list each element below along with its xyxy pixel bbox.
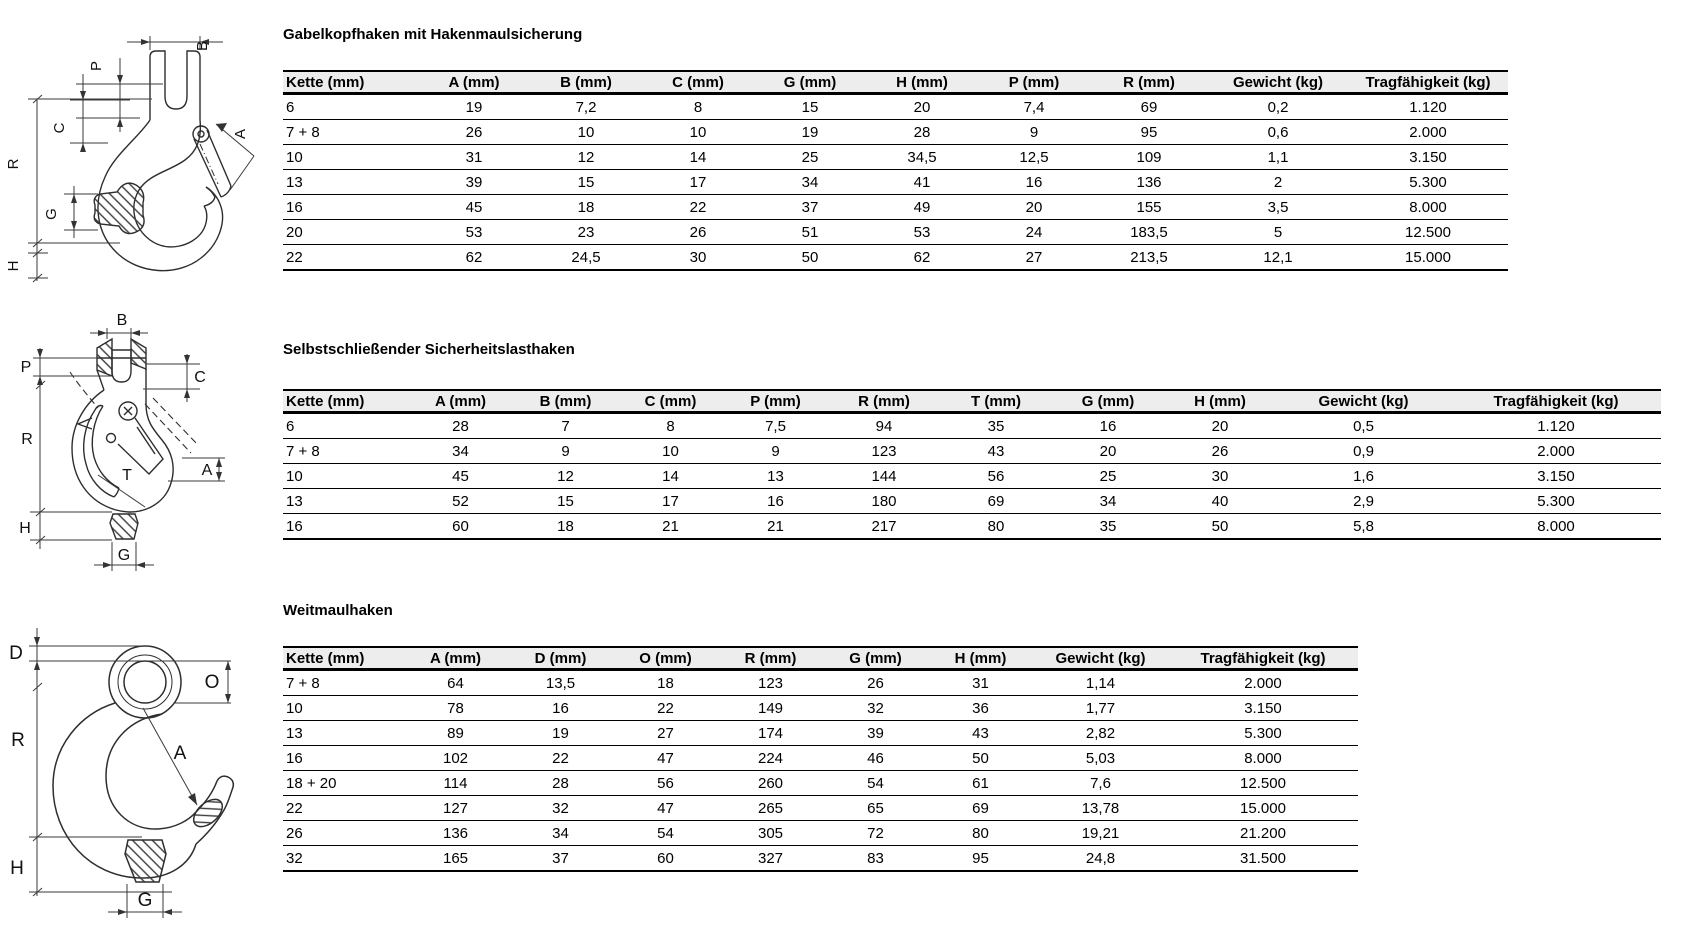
cell: 14 [618, 464, 723, 489]
cell: 260 [718, 771, 823, 796]
cell: 43 [940, 439, 1052, 464]
cell: 80 [928, 821, 1033, 846]
cell: 20 [283, 220, 418, 245]
header-row [283, 71, 1508, 94]
dim-label-h: H [5, 260, 22, 272]
cell: 9 [723, 439, 828, 464]
cell: 123 [828, 439, 940, 464]
dim-label-r: R [11, 730, 25, 751]
cell: 18 + 20 [283, 771, 403, 796]
cell: 5.300 [1348, 170, 1508, 195]
column-header: Kette (mm) [283, 71, 418, 94]
cell: 24,8 [1033, 846, 1168, 872]
column-header: G (mm) [823, 647, 928, 670]
cell: 50 [1164, 514, 1276, 540]
cell: 127 [403, 796, 508, 821]
column-header: P (mm) [723, 390, 828, 413]
column-header: Tragfähigkeit (kg) [1168, 647, 1358, 670]
header-row [283, 390, 1661, 413]
column-header: Tragfähigkeit (kg) [1348, 71, 1508, 94]
table-row [283, 120, 1508, 145]
cell: 53 [418, 220, 530, 245]
sicherheitslasthaken-drawing [0, 292, 235, 582]
cell: 9 [978, 120, 1090, 145]
cell: 16 [508, 696, 613, 721]
cell: 89 [403, 721, 508, 746]
cell: 31 [418, 145, 530, 170]
cell: 52 [408, 489, 513, 514]
cell: 265 [718, 796, 823, 821]
cell: 136 [403, 821, 508, 846]
cell: 13 [723, 464, 828, 489]
cell: 31 [928, 670, 1033, 696]
column-header: C (mm) [618, 390, 723, 413]
cell: 0,5 [1276, 413, 1451, 439]
cell: 72 [823, 821, 928, 846]
column-header: O (mm) [613, 647, 718, 670]
cell: 64 [403, 670, 508, 696]
cell: 69 [1090, 94, 1208, 120]
cell: 16 [1052, 413, 1164, 439]
cell: 26 [418, 120, 530, 145]
cell: 37 [508, 846, 613, 872]
cell: 1.120 [1348, 94, 1508, 120]
cell: 5 [1208, 220, 1348, 245]
cell: 46 [823, 746, 928, 771]
table-row [283, 94, 1508, 120]
table-row [283, 413, 1661, 439]
cell: 50 [754, 245, 866, 271]
cell: 7,4 [978, 94, 1090, 120]
column-header: C (mm) [642, 71, 754, 94]
cell: 19 [508, 721, 613, 746]
dim-label-g: G [43, 208, 60, 220]
cell: 95 [1090, 120, 1208, 145]
cell: 36 [928, 696, 1033, 721]
cell: 14 [642, 145, 754, 170]
cell: 22 [283, 796, 403, 821]
cell: 305 [718, 821, 823, 846]
cell: 47 [613, 746, 718, 771]
cell: 62 [418, 245, 530, 271]
cell: 54 [823, 771, 928, 796]
column-header: Kette (mm) [283, 390, 408, 413]
table-row [283, 195, 1508, 220]
cell: 7,2 [530, 94, 642, 120]
cell: 7 + 8 [283, 120, 418, 145]
cell: 2.000 [1168, 670, 1358, 696]
cell: 34 [1052, 489, 1164, 514]
cell: 50 [928, 746, 1033, 771]
cell: 34 [754, 170, 866, 195]
cell: 20 [1164, 413, 1276, 439]
table-row [283, 746, 1358, 771]
cell: 25 [754, 145, 866, 170]
table-row [283, 846, 1358, 872]
cell: 13 [283, 721, 403, 746]
section-title-sicherheitshaken: Selbstschließender Sicherheitslasthaken [283, 341, 575, 358]
cell: 5,8 [1276, 514, 1451, 540]
cell: 16 [283, 195, 418, 220]
column-header: A (mm) [408, 390, 513, 413]
dim-label-c: C [51, 122, 68, 134]
cell: 21 [723, 514, 828, 540]
dim-label-r: R [5, 158, 22, 170]
cell: 28 [508, 771, 613, 796]
cell: 47 [613, 796, 718, 821]
cell: 21 [618, 514, 723, 540]
cell: 15 [530, 170, 642, 195]
cell: 26 [1164, 439, 1276, 464]
cell: 7,6 [1033, 771, 1168, 796]
cell: 155 [1090, 195, 1208, 220]
table-row [283, 821, 1358, 846]
cell: 0,2 [1208, 94, 1348, 120]
table-row [283, 170, 1508, 195]
cell: 28 [866, 120, 978, 145]
cell: 12 [530, 145, 642, 170]
cell: 69 [940, 489, 1052, 514]
cell: 18 [530, 195, 642, 220]
cell: 39 [823, 721, 928, 746]
cell: 144 [828, 464, 940, 489]
cell: 22 [283, 245, 418, 271]
table-row [283, 696, 1358, 721]
cell: 27 [613, 721, 718, 746]
hook-outline [72, 339, 173, 539]
cell: 8 [642, 94, 754, 120]
cell: 12,5 [978, 145, 1090, 170]
table-row [283, 771, 1358, 796]
cell: 1,1 [1208, 145, 1348, 170]
weitmaulhaken-spec-table [283, 646, 1358, 872]
cell: 213,5 [1090, 245, 1208, 271]
cell: 16 [283, 746, 403, 771]
cell: 35 [940, 413, 1052, 439]
cell: 3.150 [1168, 696, 1358, 721]
cell: 13,78 [1033, 796, 1168, 821]
cell: 6 [283, 413, 408, 439]
cell: 180 [828, 489, 940, 514]
cell: 217 [828, 514, 940, 540]
cell: 3.150 [1451, 464, 1661, 489]
table-row [283, 796, 1358, 821]
column-header: R (mm) [718, 647, 823, 670]
cell: 20 [866, 94, 978, 120]
column-header: Gewicht (kg) [1033, 647, 1168, 670]
cell: 8.000 [1168, 746, 1358, 771]
cell: 25 [1052, 464, 1164, 489]
column-header: T (mm) [940, 390, 1052, 413]
cell: 224 [718, 746, 823, 771]
cell: 13 [283, 489, 408, 514]
cell: 2.000 [1348, 120, 1508, 145]
cell: 16 [283, 514, 408, 540]
section-title-weitmaulhaken: Weitmaulhaken [283, 602, 393, 619]
cell: 24 [978, 220, 1090, 245]
cell: 8.000 [1451, 514, 1661, 540]
cell: 35 [1052, 514, 1164, 540]
cell: 20 [1052, 439, 1164, 464]
cell: 0,6 [1208, 120, 1348, 145]
dim-label-h: H [19, 520, 31, 537]
cell: 174 [718, 721, 823, 746]
cell: 7,5 [723, 413, 828, 439]
cell: 12.500 [1348, 220, 1508, 245]
column-header: A (mm) [418, 71, 530, 94]
cell: 123 [718, 670, 823, 696]
dim-label-p: P [88, 60, 105, 72]
cell: 17 [642, 170, 754, 195]
cell: 5.300 [1451, 489, 1661, 514]
cell: 49 [866, 195, 978, 220]
cell: 2,9 [1276, 489, 1451, 514]
cell: 80 [940, 514, 1052, 540]
header-row [283, 647, 1358, 670]
column-header: G (mm) [1052, 390, 1164, 413]
column-header: B (mm) [530, 71, 642, 94]
table-row [283, 245, 1508, 271]
cell: 15.000 [1348, 245, 1508, 271]
dim-label-a: A [201, 462, 213, 479]
cell: 22 [642, 195, 754, 220]
cell: 12.500 [1168, 771, 1358, 796]
gabelkopfhaken-drawing [0, 0, 270, 285]
cell: 114 [403, 771, 508, 796]
cell: 39 [418, 170, 530, 195]
cell: 24,5 [530, 245, 642, 271]
cell: 61 [928, 771, 1033, 796]
dim-label-a: A [173, 743, 187, 764]
column-header: H (mm) [866, 71, 978, 94]
cell: 10 [530, 120, 642, 145]
column-header: G (mm) [754, 71, 866, 94]
cell: 327 [718, 846, 823, 872]
cell: 37 [754, 195, 866, 220]
cell: 0,9 [1276, 439, 1451, 464]
cell: 3.150 [1348, 145, 1508, 170]
column-header: P (mm) [978, 71, 1090, 94]
cell: 1,6 [1276, 464, 1451, 489]
cell: 2.000 [1451, 439, 1661, 464]
cell: 12 [513, 464, 618, 489]
cell: 15 [754, 94, 866, 120]
cell: 94 [828, 413, 940, 439]
dim-label-a: A [232, 128, 249, 140]
table-row [283, 220, 1508, 245]
dimension-lines [29, 628, 231, 918]
cell: 28 [408, 413, 513, 439]
table-row [283, 464, 1661, 489]
cell: 7 [513, 413, 618, 439]
cell: 5.300 [1168, 721, 1358, 746]
table-row [283, 145, 1508, 170]
cell: 62 [866, 245, 978, 271]
cell: 8.000 [1348, 195, 1508, 220]
cell: 20 [978, 195, 1090, 220]
table-row [283, 721, 1358, 746]
latch-open-dashes [70, 372, 198, 453]
cell: 10 [618, 439, 723, 464]
cell: 69 [928, 796, 1033, 821]
cell: 2,82 [1033, 721, 1168, 746]
cell: 95 [928, 846, 1033, 872]
dim-label-g: G [117, 547, 131, 564]
cell: 19 [754, 120, 866, 145]
cell: 1.120 [1451, 413, 1661, 439]
dimension-labels [5, 41, 249, 271]
cell: 13,5 [508, 670, 613, 696]
cell: 10 [283, 464, 408, 489]
cell: 32 [508, 796, 613, 821]
section-title-gabelkopfhaken: Gabelkopfhaken mit Hakenmaulsicherung [283, 26, 583, 43]
cell: 32 [823, 696, 928, 721]
cell: 31.500 [1168, 846, 1358, 872]
cell: 56 [940, 464, 1052, 489]
dim-label-h: H [10, 858, 24, 879]
dim-label-c: C [194, 369, 206, 386]
column-header: Kette (mm) [283, 647, 403, 670]
sicherheitslasthaken-spec-table [283, 389, 1661, 540]
cell: 22 [508, 746, 613, 771]
cell: 102 [403, 746, 508, 771]
cell: 26 [283, 821, 403, 846]
cell: 26 [642, 220, 754, 245]
table-row [283, 489, 1661, 514]
column-header: D (mm) [508, 647, 613, 670]
cell: 16 [723, 489, 828, 514]
cell: 34 [508, 821, 613, 846]
cell: 21.200 [1168, 821, 1358, 846]
weitmaulhaken-drawing [0, 584, 245, 946]
cell: 149 [718, 696, 823, 721]
cell: 7 + 8 [283, 670, 403, 696]
cell: 65 [823, 796, 928, 821]
dim-label-b: B [116, 312, 128, 329]
cell: 51 [754, 220, 866, 245]
cell: 30 [642, 245, 754, 271]
dim-label-t: T [122, 467, 132, 484]
cell: 19 [418, 94, 530, 120]
cell: 18 [513, 514, 618, 540]
column-header: H (mm) [1164, 390, 1276, 413]
cell: 60 [613, 846, 718, 872]
cell: 54 [613, 821, 718, 846]
cell: 60 [408, 514, 513, 540]
cell: 10 [642, 120, 754, 145]
table-row [283, 514, 1661, 540]
cell: 3,5 [1208, 195, 1348, 220]
cell: 41 [866, 170, 978, 195]
cell: 45 [418, 195, 530, 220]
cell: 27 [978, 245, 1090, 271]
cell: 6 [283, 94, 418, 120]
cell: 18 [613, 670, 718, 696]
cell: 53 [866, 220, 978, 245]
cell: 32 [283, 846, 403, 872]
column-header: R (mm) [1090, 71, 1208, 94]
dim-label-d: D [9, 643, 23, 664]
cell: 45 [408, 464, 513, 489]
cell: 83 [823, 846, 928, 872]
column-header: Gewicht (kg) [1276, 390, 1451, 413]
dim-label-b: B [194, 40, 211, 52]
cell: 5,03 [1033, 746, 1168, 771]
cell: 136 [1090, 170, 1208, 195]
cell: 12,1 [1208, 245, 1348, 271]
cell: 40 [1164, 489, 1276, 514]
dim-label-r: R [21, 431, 33, 448]
cell: 26 [823, 670, 928, 696]
cell: 17 [618, 489, 723, 514]
column-header: Gewicht (kg) [1208, 71, 1348, 94]
cell: 15 [513, 489, 618, 514]
cell: 8 [618, 413, 723, 439]
cell: 43 [928, 721, 1033, 746]
cell: 1,14 [1033, 670, 1168, 696]
cell: 19,21 [1033, 821, 1168, 846]
cell: 10 [283, 696, 403, 721]
cell: 1,77 [1033, 696, 1168, 721]
cell: 16 [978, 170, 1090, 195]
cell: 10 [283, 145, 418, 170]
column-header: A (mm) [403, 647, 508, 670]
gabelkopfhaken-spec-table [283, 70, 1508, 271]
dim-label-o: O [204, 672, 220, 693]
cell: 22 [613, 696, 718, 721]
column-header: Tragfähigkeit (kg) [1451, 390, 1661, 413]
cell: 9 [513, 439, 618, 464]
dimension-labels [9, 643, 219, 911]
cell: 23 [530, 220, 642, 245]
cell: 34,5 [866, 145, 978, 170]
cell: 7 + 8 [283, 439, 408, 464]
cell: 56 [613, 771, 718, 796]
table-row [283, 439, 1661, 464]
cell: 15.000 [1168, 796, 1358, 821]
cell: 34 [408, 439, 513, 464]
cell: 78 [403, 696, 508, 721]
column-header: B (mm) [513, 390, 618, 413]
cell: 30 [1164, 464, 1276, 489]
dim-label-g: G [137, 890, 153, 911]
cell: 183,5 [1090, 220, 1208, 245]
cell: 165 [403, 846, 508, 872]
column-header: H (mm) [928, 647, 1033, 670]
dim-label-p: P [20, 359, 32, 376]
table-row [283, 670, 1358, 696]
cell: 109 [1090, 145, 1208, 170]
column-header: R (mm) [828, 390, 940, 413]
cell: 2 [1208, 170, 1348, 195]
cell: 13 [283, 170, 418, 195]
